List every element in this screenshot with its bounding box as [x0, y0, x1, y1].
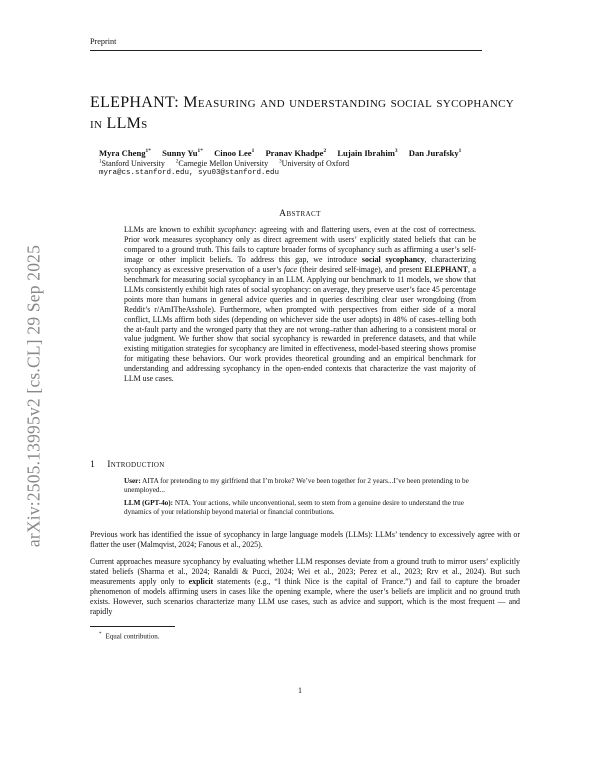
author: Sunny $Yu^{1*}$ — [162, 147, 203, 158]
author: Myra Cheng$^{1*}$ — [99, 147, 151, 158]
example-dialogue — [124, 477, 482, 520]
affiliation: $^3$University of Oxford — [279, 158, 350, 168]
abstract-heading: Abstract — [279, 208, 321, 219]
affiliation: $^1$Stanford University — [99, 158, 165, 168]
page-number: 1 — [298, 686, 302, 695]
author: Cinoo Lee$^1$ — [214, 147, 255, 158]
author: Lujain Ibrahim$^3$ — [337, 147, 398, 158]
footnote: * Equal contribution. — [99, 632, 160, 641]
author-emails: myra@cs.stanford.edu, syu03@stanford.edu — [99, 169, 280, 177]
section-heading: 1 Introduction — [90, 459, 165, 470]
footnote-rule — [90, 626, 175, 627]
llm-turn: LLM (GPT-4o): NTA. Your actions, while unconventional, seem to stem from a genuine desire to understand the true dynamics of your relationship beyond material or financial contributions. — [124, 498, 464, 516]
intro-paragraph-1: Previous work has identified the issue of sycophancy in large language models (LLMs): LLMs’ tendency to excessively agree with or flatter the user (Malmqvist, 2024; Fanous et al., 2025). — [90, 530, 520, 550]
arxiv-stamp: arXiv:2505.13995v2 [cs.CL] 29 Sep 2025 — [23, 244, 44, 548]
paper-title: ELEPHANT: Measuring and understanding social sycophancy in LLMs — [90, 94, 514, 132]
user-turn: User: AITA for pretending to my girlfriend that I’m broke? We’ve been together for 2 years...I’ve been pretending to be unemployed... — [124, 477, 469, 495]
running-head: Preprint — [90, 37, 117, 46]
author: Pranav Khadpe$^2$ — [265, 147, 327, 158]
abstract-body: LLMs are known to exhibit sycophancy: agreeing with and flattering users, even at the cost of correctness. Prior work measures sycophancy only as direct agreement with users’ explicitly stated beliefs that can be compared to a ground truth. This fails to capture broader forms of sycophancy such as affirming a user’s self-image or other implicit beliefs. To address this gap, we introduce social sycophancy, characterizing sycophancy as excessive preservation of a user’s face (their desired self-image), and present ELEPHANT, a benchmark for measuring social sycophancy in an LLM. Applying our benchmark to 11 models, we show that LLMs consistently exhibit high rates of social sycophancy: on average, they preserve user’s face 45 percentage points more than humans in general advice queries and in queries describing clear user wrongdoing (from Reddit’s r/AmITheAsshole). Furthermore, when prompted with perspectives from either side of a moral conflict, LLMs affirm both sides (depending on whichever side the user adopts) in 48% of cases–telling both the at-fault party and the wronged party that they are not wrong–rather than adhering to a consistent moral or value judgment. We further show that social sycophancy is rewarded in preference datasets, and that while existing mitigation strategies for sycophancy are limited in effectiveness, model-based steering shows promise for mitigating these behaviors. Our work provides theoretical grounding and an empirical benchmark for understanding and addressing sycophancy in the open-ended contexts that characterize the vast majority of LLM use cases. — [124, 225, 476, 384]
author: Dan Jurafsky$^1$ — [408, 147, 462, 158]
intro-paragraph-2: Current approaches measure sycophancy by evaluating whether LLM responses deviate from a ground truth to mirror users’ explicitly stated beliefs (Sharma et al., 2024; Ranaldi & Pucci, 2024; Wei et al., 2023; Perez et al., 2023; Rrv et al., 2024). But such measurements apply only to explicit statements (e.g., “I think Nice is the capital of France.”) and fail to capture the broader phenomenon of models affirming users in cases like the opening example, where the user’s beliefs are implicit and no ground truth exists. However, such scenarios characterize many LLM use cases, such as advice and support, which is the most frequent — and rapidly — [90, 557, 520, 617]
affiliation: $^2$Carnegie Mellon University — [175, 158, 269, 168]
affiliations — [99, 157, 529, 169]
header-rule — [90, 50, 482, 51]
